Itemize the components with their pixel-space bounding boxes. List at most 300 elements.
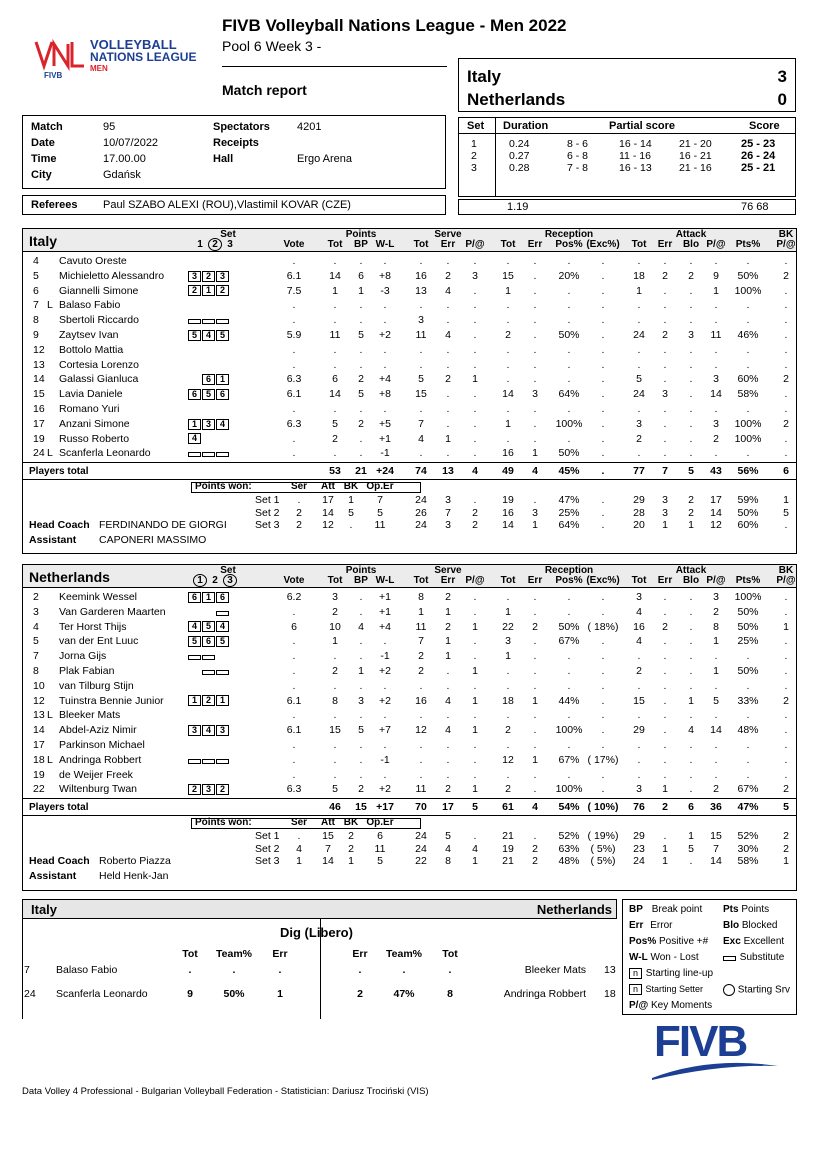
player-name: van der Ent Luuc <box>59 635 139 648</box>
dig-right-header: Tot <box>442 948 458 960</box>
stat-rtot: . <box>506 373 510 386</box>
stat-apa: . <box>714 343 718 356</box>
stat-aerr: 1 <box>662 783 668 796</box>
stat-serr: 2 <box>445 269 451 282</box>
stat-rexc: . <box>601 694 605 707</box>
stat-aerr: . <box>663 373 667 386</box>
stat-rexc: . <box>601 783 605 796</box>
stat-apa: . <box>714 753 718 766</box>
italy-hdr-spa: P/@ <box>465 239 485 250</box>
stat-rtot: 1 <box>505 650 511 663</box>
dig-tot: . <box>448 964 452 976</box>
italy-set-num-1: 1 <box>197 239 203 250</box>
stat-apa: 11 <box>710 329 722 341</box>
dig-home-team: Italy <box>31 902 58 917</box>
stat-spa: . <box>473 255 477 267</box>
libero-flag: L <box>47 753 53 766</box>
per-set-rpos: 64% <box>558 519 580 532</box>
starting-position-box: 3 <box>188 271 201 282</box>
legend-exc-text: Excellent <box>743 936 785 947</box>
per-set-op: 11 <box>374 519 386 532</box>
starting-position-box: 6 <box>202 374 215 385</box>
stat-pwl: -1 <box>380 650 390 663</box>
stat-apts: 33% <box>737 694 759 707</box>
per-set-bk-total: 2 <box>783 830 789 843</box>
points-won-label: Points won: <box>195 817 252 829</box>
assistant-label: Assistant <box>29 870 77 883</box>
referees-value: Paul SZABO ALEXI (ROU),Vlastimil KOVAR (CZE) <box>103 199 351 211</box>
stat-rpos: . <box>567 432 571 445</box>
stat-rpos: 67% <box>558 753 580 766</box>
stat-apa: . <box>714 447 718 460</box>
stat-stot: 11 <box>415 329 427 341</box>
netherlands-hdr-vote: Vote <box>283 575 305 586</box>
stat-spa: . <box>473 358 477 371</box>
player-row <box>23 738 796 753</box>
stat-serr: . <box>446 314 450 327</box>
stat-vote: 6.1 <box>286 269 302 282</box>
stat-pwl: -1 <box>380 753 390 766</box>
starting-position-box: 6 <box>216 389 229 400</box>
per-set-label: Set 1 <box>255 494 280 507</box>
stat-apts: . <box>746 255 750 267</box>
stat-serr: 4 <box>445 694 451 707</box>
hall-label: Hall <box>213 153 234 165</box>
stat-pwl: . <box>383 403 387 415</box>
substitute-icon <box>188 759 201 764</box>
total-atot: 77 <box>633 465 645 478</box>
stat-serr: 4 <box>445 329 451 341</box>
stat-pbp: 2 <box>358 783 364 796</box>
legend-ss-text: Starting Setter <box>645 984 704 994</box>
per-set-att: 15 <box>322 830 334 843</box>
stat-atot: 3 <box>636 591 642 603</box>
stat-pbp: 3 <box>358 694 364 707</box>
away-sets-won: 0 <box>777 90 787 109</box>
stat-bk: . <box>784 605 788 618</box>
stat-aerr: . <box>663 299 667 312</box>
stat-apts: 100% <box>734 591 762 603</box>
player-row <box>23 313 796 328</box>
substitute-icon <box>202 670 215 675</box>
stat-serr: . <box>446 679 450 692</box>
substitute-icon <box>723 956 736 961</box>
stat-serr: 1 <box>445 605 451 618</box>
stat-aerr: . <box>663 343 667 356</box>
per-set-bk: 1 <box>348 494 354 507</box>
stat-ablo: . <box>689 417 693 430</box>
stat-apts: 50% <box>737 269 759 282</box>
date-label: Date <box>31 137 55 149</box>
set-number: 1 <box>471 138 477 150</box>
stat-rtot: . <box>506 343 510 356</box>
italy-hdr-stot: Tot <box>413 239 429 250</box>
stat-ablo: . <box>689 314 693 327</box>
stat-rexc: . <box>601 768 605 781</box>
per-set-rtot: 19 <box>502 842 514 855</box>
italy-hdr-set: Set <box>220 229 236 240</box>
stat-spa: . <box>473 329 477 341</box>
per-set-rerr: . <box>533 830 537 843</box>
stat-aerr: . <box>663 694 667 707</box>
per-set-op: 5 <box>377 855 383 868</box>
per-set-bk-total: . <box>784 519 788 532</box>
stat-rerr: . <box>533 635 537 648</box>
stat-stot: 13 <box>415 284 427 297</box>
italy-hdr-rpos: Pos% <box>555 239 583 250</box>
stat-rpos: . <box>567 605 571 618</box>
dig-left-header: Err <box>272 948 288 960</box>
player-name: Keemink Wessel <box>59 591 138 603</box>
per-set-rexc: . <box>601 519 605 532</box>
city-label: City <box>31 169 52 181</box>
stat-apts: . <box>746 358 750 371</box>
per-set-apa: 12 <box>710 519 722 532</box>
stat-vote: 6.2 <box>286 591 302 603</box>
per-set-atot: 29 <box>633 494 645 507</box>
stat-spa: . <box>473 753 477 766</box>
stat-aerr: 3 <box>662 388 668 401</box>
starting-position-box: 3 <box>202 419 215 430</box>
legend-wl-text: Won - Lost <box>650 952 699 963</box>
stat-vote: . <box>292 447 296 460</box>
partial-score-16: 16 - 14 <box>619 138 652 150</box>
stat-ptot: . <box>333 255 337 267</box>
stat-pbp: . <box>359 709 363 722</box>
substitute-icon <box>216 611 229 616</box>
italy-stats-section <box>22 228 797 554</box>
player-row <box>23 358 796 373</box>
assistant-name: CAPONERI MASSIMO <box>99 534 207 547</box>
player-name: Ter Horst Thijs <box>59 620 127 633</box>
total-stot: 74 <box>415 465 427 478</box>
total-pbp: 15 <box>355 801 367 814</box>
stat-pwl: +4 <box>379 620 391 633</box>
per-set-stot: 24 <box>415 519 427 532</box>
legend-bp-text: Break point <box>651 904 703 915</box>
partial-score-8: 7 - 8 <box>567 162 589 174</box>
stat-apts: 100% <box>734 417 762 430</box>
stat-pwl: . <box>383 709 387 722</box>
substitute-icon <box>202 319 215 324</box>
starting-position-box: 2 <box>202 695 215 706</box>
player-row <box>23 634 796 649</box>
starting-position-box: 2 <box>216 285 229 296</box>
dig-player-name: Bleeker Mats <box>524 964 586 976</box>
stat-bk: . <box>784 403 788 415</box>
stat-stot: . <box>419 739 423 751</box>
dig-player-number: 18 <box>604 988 616 1000</box>
starting-lineup-icon: n <box>629 968 642 979</box>
stat-rpos: 100% <box>555 783 583 796</box>
player-number: 5 <box>33 635 39 648</box>
logo-line-2: NATIONS LEAGUE <box>90 50 197 64</box>
set-duration: 0.27 <box>509 150 530 162</box>
total-atot: 76 <box>633 801 645 814</box>
dig-err: 2 <box>357 988 363 1000</box>
player-name: Anzani Simone <box>59 417 130 430</box>
stat-atot: 29 <box>633 724 645 737</box>
netherlands-hdr-rerr: Err <box>527 575 543 586</box>
substitute-icon <box>216 759 229 764</box>
starting-position-box: 1 <box>216 695 229 706</box>
stat-rtot: 16 <box>502 447 514 460</box>
stat-pbp: . <box>359 255 363 267</box>
stat-atot: . <box>637 255 641 267</box>
player-set-lineup <box>188 664 230 679</box>
per-set-bk-total: 1 <box>783 494 789 507</box>
player-row <box>23 782 796 797</box>
player-number: 4 <box>33 255 39 267</box>
stat-spa: . <box>473 299 477 312</box>
stat-rtot: . <box>506 299 510 312</box>
stat-pwl: . <box>383 679 387 692</box>
stat-stot: 2 <box>418 650 424 663</box>
stat-ablo: . <box>689 299 693 312</box>
player-number: 19 <box>33 768 45 781</box>
stat-spa: 1 <box>472 373 478 386</box>
stat-stot: 11 <box>415 783 427 796</box>
stat-apts: . <box>746 343 750 356</box>
stat-ablo: . <box>689 620 693 633</box>
stat-pbp: . <box>359 650 363 663</box>
starting-position-box: 3 <box>202 784 215 795</box>
stat-stot: 4 <box>418 432 424 445</box>
player-set-lineup <box>188 782 230 797</box>
stat-stot: . <box>419 768 423 781</box>
player-set-lineup <box>188 387 230 402</box>
total-bk: 5 <box>783 801 789 814</box>
stat-bk: 1 <box>783 620 789 633</box>
per-set-att: 12 <box>322 519 334 532</box>
player-set-lineup <box>188 694 230 709</box>
stat-ptot: 1 <box>332 284 338 297</box>
stat-ptot: 6 <box>332 373 338 386</box>
italy-hdr-ablo: Blo <box>682 239 700 250</box>
per-set-rexc: . <box>601 494 605 507</box>
player-number: 22 <box>33 783 45 796</box>
stat-apa: 1 <box>713 665 719 677</box>
total-pwl: +24 <box>376 465 394 478</box>
stat-rtot: 2 <box>505 783 511 796</box>
per-set-rtot: 19 <box>502 494 514 507</box>
player-name: Romano Yuri <box>59 403 120 415</box>
per-set-serr: 5 <box>445 830 451 843</box>
player-number: 17 <box>33 739 45 751</box>
netherlands-set-num-2: 2 <box>212 575 218 586</box>
stat-apa: . <box>714 679 718 692</box>
per-set-att: 17 <box>322 494 334 507</box>
stat-aerr: . <box>663 709 667 722</box>
stat-bk: . <box>784 284 788 297</box>
legend-sl-text: Starting line-up <box>645 968 714 980</box>
per-set-ablo: 1 <box>688 830 694 843</box>
stat-ptot: . <box>333 358 337 371</box>
stat-apts: 25% <box>737 635 759 648</box>
player-row <box>23 708 796 723</box>
per-set-row <box>23 830 796 843</box>
starting-position-box: 5 <box>188 636 201 647</box>
per-set-serr: 3 <box>445 519 451 532</box>
per-set-op: 11 <box>374 842 386 855</box>
per-set-label: Set 1 <box>255 830 280 843</box>
stat-atot: 24 <box>633 329 645 341</box>
per-set-stot: 24 <box>415 830 427 843</box>
player-number: 6 <box>33 284 39 297</box>
stat-rexc: . <box>601 447 605 460</box>
stat-spa: 1 <box>472 724 478 737</box>
stat-bk: . <box>784 768 788 781</box>
stat-vote: . <box>292 739 296 751</box>
player-set-lineup <box>188 284 230 299</box>
stat-apa: 2 <box>713 432 719 445</box>
stat-apts: 46% <box>737 329 759 341</box>
stat-ptot: 5 <box>332 417 338 430</box>
stat-rexc: . <box>601 255 605 267</box>
netherlands-hdr-rpos: Pos% <box>555 575 583 586</box>
sets-table <box>458 117 796 197</box>
points-won-header: BK <box>343 481 359 493</box>
stat-atot: 4 <box>636 605 642 618</box>
stat-rerr: . <box>533 650 537 663</box>
stat-atot: 3 <box>636 417 642 430</box>
dig-player-name: Scanferla Leonardo <box>56 988 148 1000</box>
stat-apts: 50% <box>737 605 759 618</box>
stat-pbp: . <box>359 679 363 692</box>
stat-apts: 100% <box>734 432 762 445</box>
legend-exc-key: Exc <box>723 936 741 947</box>
stat-rpos: . <box>567 299 571 312</box>
stat-bk: . <box>784 591 788 603</box>
stat-ablo: . <box>689 605 693 618</box>
partial-score-8: 6 - 8 <box>567 150 589 162</box>
substitute-icon <box>202 655 215 660</box>
per-set-atot: 29 <box>633 830 645 843</box>
stat-rpos: . <box>567 255 571 267</box>
stat-vote: . <box>292 299 296 312</box>
stat-spa: . <box>473 284 477 297</box>
total-rtot: 61 <box>502 801 514 814</box>
stat-aerr: . <box>663 314 667 327</box>
per-set-apa: 14 <box>710 506 722 519</box>
legend-pa-text: Key Moments <box>650 1000 713 1011</box>
stat-apts: 48% <box>737 724 759 737</box>
stat-rpos: . <box>567 403 571 415</box>
stat-vote: . <box>292 403 296 415</box>
stat-rpos: . <box>567 343 571 356</box>
stat-aerr: . <box>663 284 667 297</box>
per-set-ser: 2 <box>296 506 302 519</box>
per-set-serr: 4 <box>445 842 451 855</box>
stat-ablo: . <box>689 650 693 663</box>
stat-spa: . <box>473 709 477 722</box>
receipts-label: Receipts <box>213 137 259 149</box>
total-score: 76 68 <box>741 201 769 213</box>
stat-pwl: +2 <box>379 694 391 707</box>
stat-rerr: . <box>533 605 537 618</box>
player-number: 5 <box>33 269 39 282</box>
partial-score-21: 21 - 20 <box>679 138 712 150</box>
points-won-label: Points won: <box>195 481 252 493</box>
stat-apa: . <box>714 314 718 327</box>
stat-rtot: 18 <box>502 694 514 707</box>
total-ptot: 46 <box>329 801 341 814</box>
stat-vote: 6.1 <box>286 694 302 707</box>
assistant-label: Assistant <box>29 534 77 547</box>
stat-rpos: . <box>567 591 571 603</box>
stat-pbp: 5 <box>358 724 364 737</box>
netherlands-hdr-serve: Serve <box>434 565 462 576</box>
player-number: 7 <box>33 650 39 663</box>
set-row <box>459 138 795 150</box>
stat-rpos: 100% <box>555 417 583 430</box>
stat-vote: 6.3 <box>286 373 302 386</box>
player-name: Bottolo Mattia <box>59 343 124 356</box>
dig-team: . <box>232 964 236 976</box>
stat-atot: . <box>637 679 641 692</box>
stat-rexc: ( 17%) <box>587 753 619 766</box>
stat-ablo: . <box>689 739 693 751</box>
legend-sub-text: Substitute <box>739 952 785 963</box>
starting-position-box: 5 <box>216 330 229 341</box>
total-serr: 17 <box>442 801 454 814</box>
stat-stot: . <box>419 358 423 371</box>
substitute-icon <box>216 670 229 675</box>
stat-rtot: . <box>506 665 510 677</box>
away-team-name: Netherlands <box>467 90 566 109</box>
stat-vote: . <box>292 635 296 648</box>
stat-pwl: . <box>383 314 387 327</box>
player-set-lineup <box>188 372 230 387</box>
stat-apts: 60% <box>737 373 759 386</box>
netherlands-stats-section <box>22 564 797 891</box>
stat-aerr: . <box>663 403 667 415</box>
per-set-rexc: ( 19%) <box>587 830 619 843</box>
match-info-box <box>22 115 446 189</box>
stat-serr: 1 <box>445 650 451 663</box>
stat-ablo: . <box>689 403 693 415</box>
stat-bk: . <box>784 650 788 663</box>
stat-vote: . <box>292 358 296 371</box>
dig-tot: 8 <box>447 988 453 1000</box>
libero-flag: L <box>47 299 53 312</box>
per-set-atot: 28 <box>633 506 645 519</box>
stat-stot: 8 <box>418 591 424 603</box>
home-team-name: Italy <box>467 67 502 86</box>
head-coach-name: FERDINANDO DE GIORGI <box>99 519 227 532</box>
per-set-op: 5 <box>377 506 383 519</box>
player-row <box>23 328 796 343</box>
per-set-rerr: . <box>533 494 537 507</box>
per-set-apa: 7 <box>713 842 719 855</box>
per-set-stot: 24 <box>415 842 427 855</box>
netherlands-hdr-points: Points <box>345 565 377 576</box>
stat-rerr: 1 <box>532 447 538 460</box>
per-set-ablo: 2 <box>688 506 694 519</box>
player-set-lineup <box>188 446 230 461</box>
stat-vote: 6.1 <box>286 724 302 737</box>
stat-apa: . <box>714 709 718 722</box>
per-set-bk: 5 <box>348 506 354 519</box>
per-set-label: Set 3 <box>255 519 280 532</box>
stat-ablo: 2 <box>688 269 694 282</box>
starting-position-box: 4 <box>202 725 215 736</box>
italy-hdr-apa: P/@ <box>706 239 726 250</box>
stat-rpos: . <box>567 314 571 327</box>
stat-bk: . <box>784 447 788 460</box>
legend-box <box>622 899 797 1015</box>
starting-position-box: 6 <box>216 592 229 603</box>
